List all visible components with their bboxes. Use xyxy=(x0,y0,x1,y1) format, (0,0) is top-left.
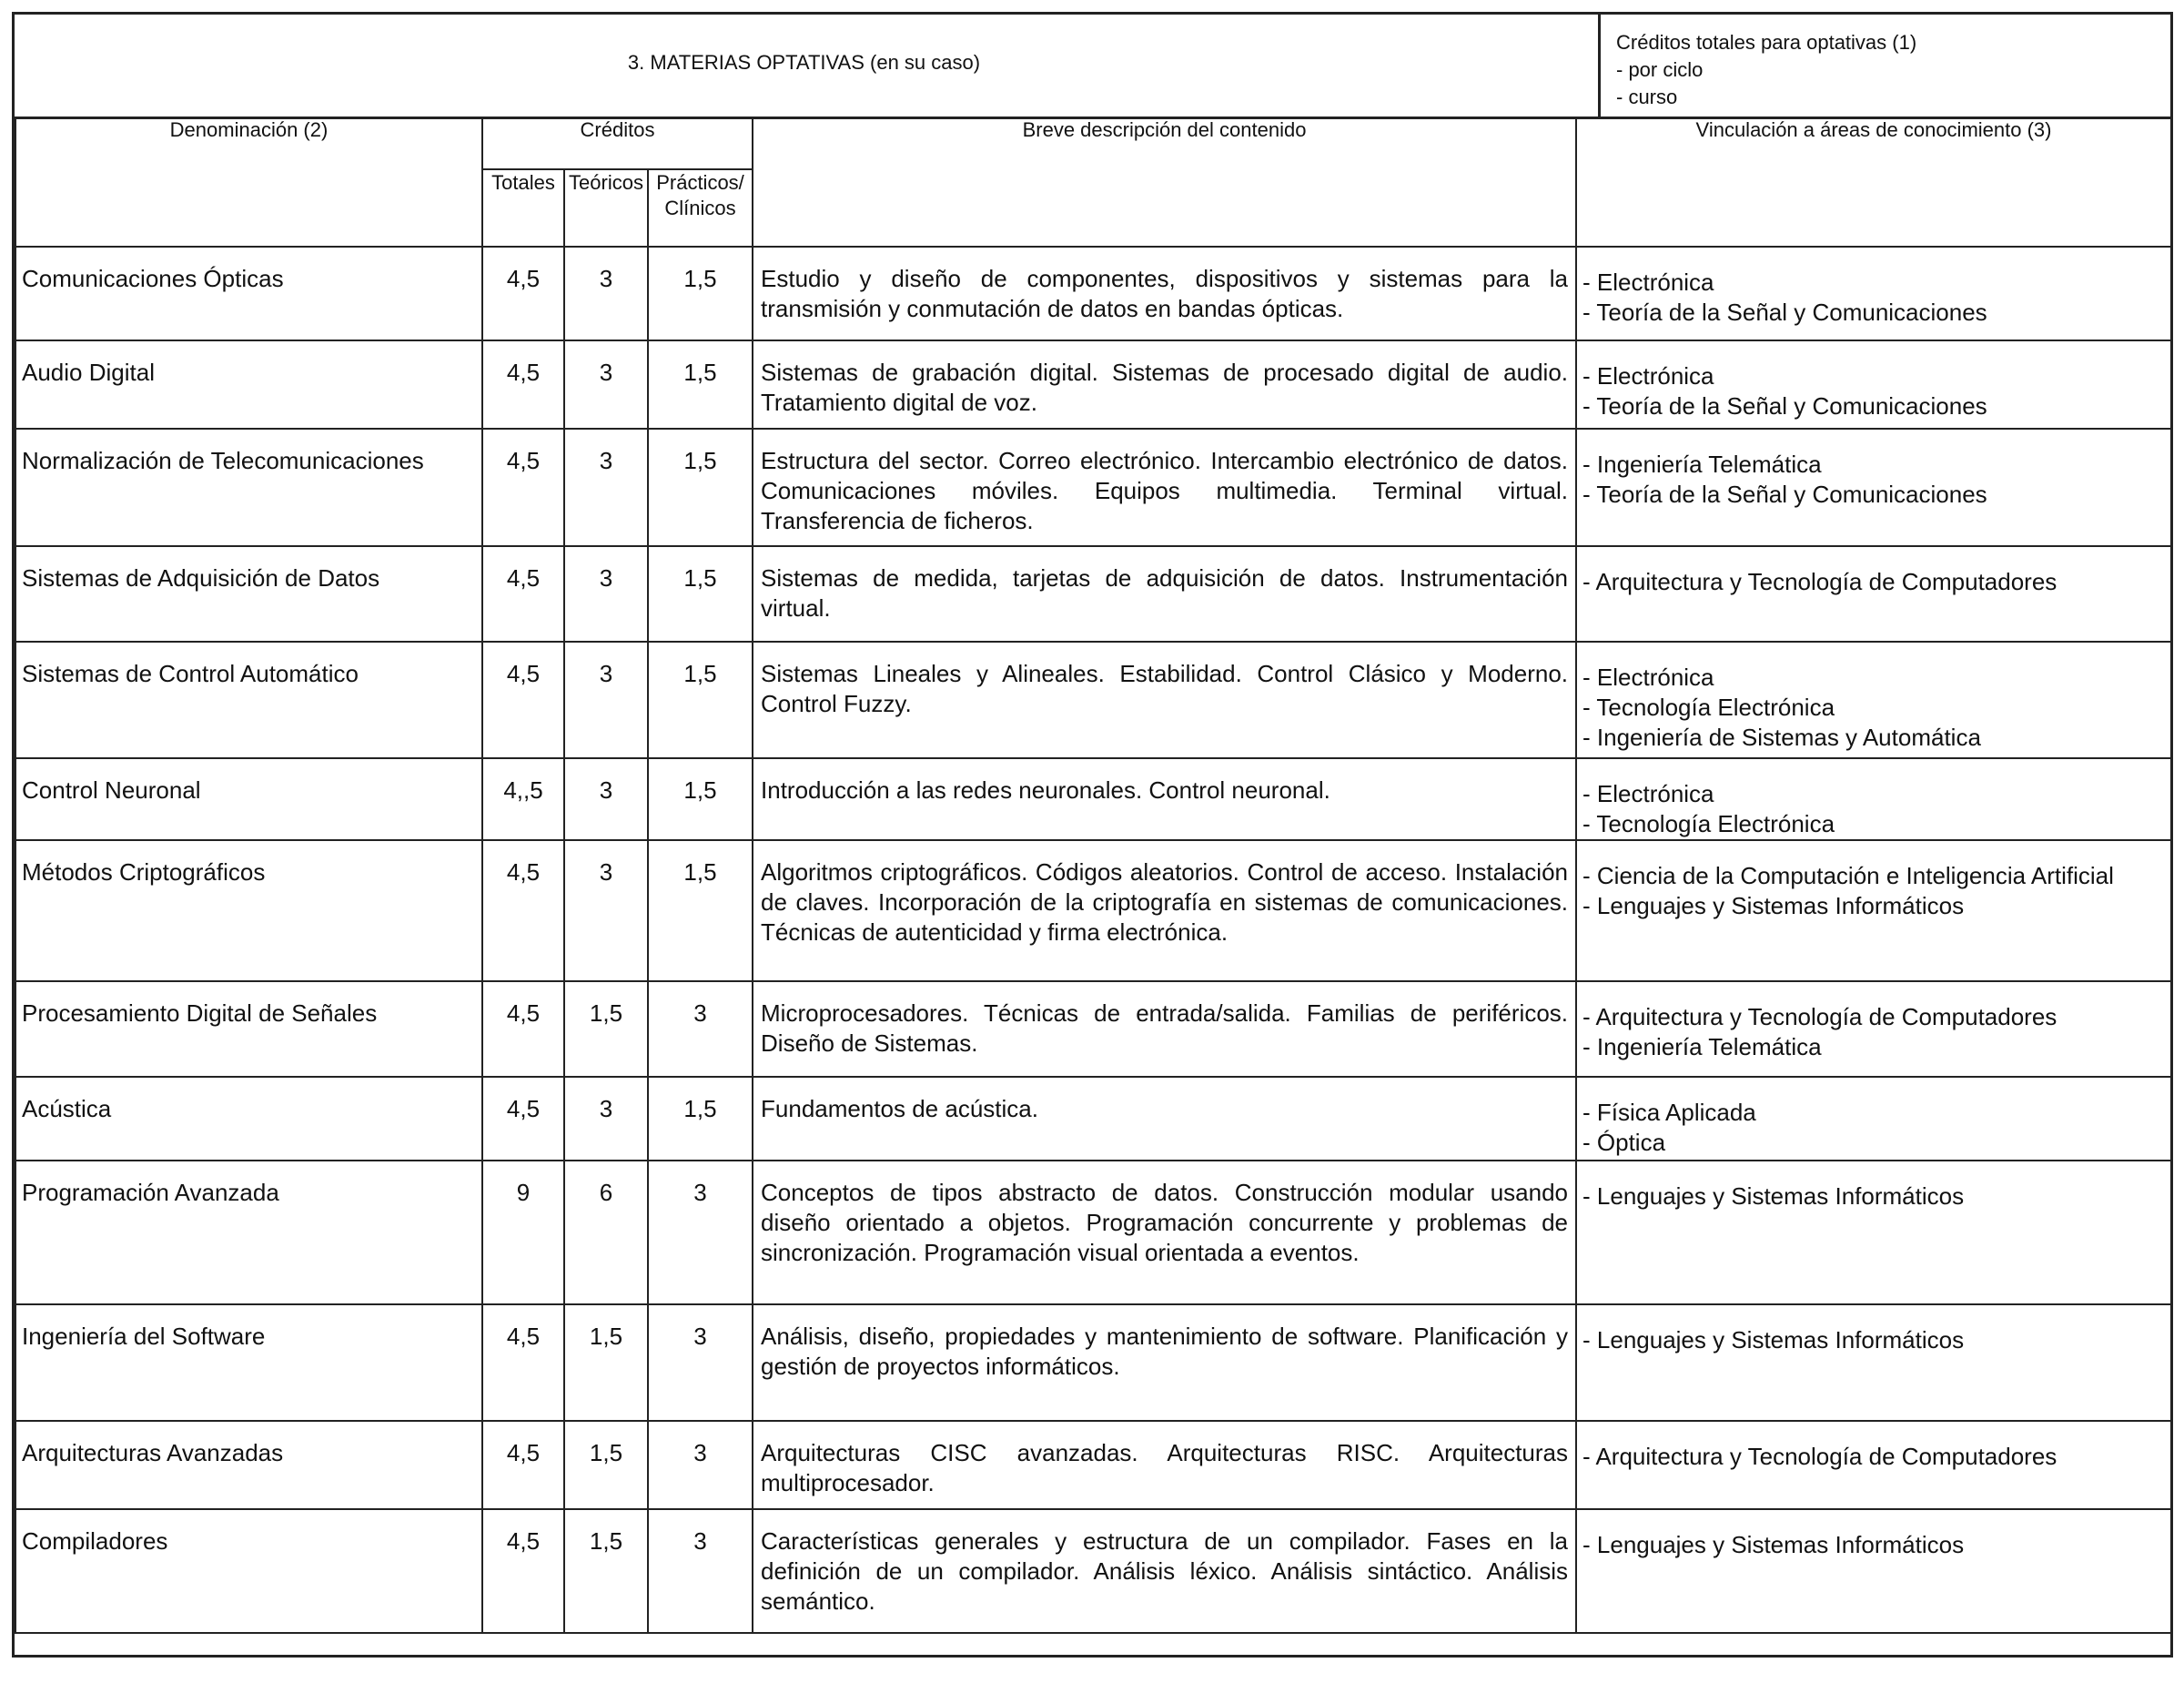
credits-practicos: 1,5 xyxy=(648,1077,753,1161)
knowledge-areas xyxy=(1576,1509,2171,1633)
credits-teoricos: 3 xyxy=(564,758,648,840)
credits-note xyxy=(1616,29,1916,111)
knowledge-area-item: - Ciencia de la Computación e Inteligencia Artificial xyxy=(1582,862,2114,889)
credits-totales: 4,5 xyxy=(482,1421,564,1509)
subject-description: Estudio y diseño de componentes, dispositivos y sistemas para la transmisión y conmutación de datos en bandas ópticas. xyxy=(753,247,1576,340)
subject-name: Comunicaciones Ópticas xyxy=(15,247,482,340)
knowledge-area-item: - Electrónica xyxy=(1582,664,1714,691)
knowledge-area-item: - Ingeniería Telemática xyxy=(1582,451,1822,478)
knowledge-areas xyxy=(1576,429,2171,546)
credits-totales: 4,5 xyxy=(482,642,564,758)
header-creditos: Créditos xyxy=(482,117,753,169)
header-denominacion: Denominación (2) xyxy=(15,117,482,247)
credits-totales: 4,5 xyxy=(482,429,564,546)
knowledge-area-item: - Teoría de la Señal y Comunicaciones xyxy=(1582,299,1987,326)
table-row xyxy=(15,340,2171,429)
credits-totales: 4,,5 xyxy=(482,758,564,840)
knowledge-area-item: - Tecnología Electrónica xyxy=(1582,810,1835,837)
knowledge-area-item: - Lenguajes y Sistemas Informáticos xyxy=(1582,892,1965,919)
subject-description: Sistemas de medida, tarjetas de adquisición de datos. Instrumentación virtual. xyxy=(753,546,1576,642)
subject-description: Sistemas de grabación digital. Sistemas de procesado digital de audio. Tratamiento digital de voz. xyxy=(753,340,1576,429)
credits-practicos: 1,5 xyxy=(648,546,753,642)
knowledge-areas xyxy=(1576,840,2171,981)
subject-name: Programación Avanzada xyxy=(15,1161,482,1304)
title-band xyxy=(15,15,2170,119)
credits-teoricos: 3 xyxy=(564,340,648,429)
credits-note-line: - por ciclo xyxy=(1616,58,1704,81)
knowledge-area-item: - Ingeniería de Sistemas y Automática xyxy=(1582,724,1981,751)
subject-name: Métodos Criptográficos xyxy=(15,840,482,981)
subject-name: Arquitecturas Avanzadas xyxy=(15,1421,482,1509)
credits-totales: 4,5 xyxy=(482,1077,564,1161)
credits-totales: 4,5 xyxy=(482,1304,564,1421)
subject-name: Ingeniería del Software xyxy=(15,1304,482,1421)
subject-name: Sistemas de Adquisición de Datos xyxy=(15,546,482,642)
subject-name: Compiladores xyxy=(15,1509,482,1633)
subject-name: Sistemas de Control Automático xyxy=(15,642,482,758)
table-row xyxy=(15,981,2171,1077)
knowledge-area-item: - Óptica xyxy=(1582,1129,1666,1156)
subject-description: Introducción a las redes neuronales. Control neuronal. xyxy=(753,758,1576,840)
knowledge-areas xyxy=(1576,1421,2171,1509)
subject-description: Conceptos de tipos abstracto de datos. Construcción modular usando diseño orientado a objetos. Programación concurrente y problemas de sincronización. Programación visual orientada a eventos. xyxy=(753,1161,1576,1304)
subject-description: Sistemas Lineales y Alineales. Estabilidad. Control Clásico y Moderno. Control Fuzzy. xyxy=(753,642,1576,758)
credits-totales: 9 xyxy=(482,1161,564,1304)
knowledge-areas xyxy=(1576,1161,2171,1304)
header-practicos xyxy=(648,169,753,247)
header-descripcion: Breve descripción del contenido xyxy=(753,117,1576,247)
table-row xyxy=(15,1304,2171,1421)
header-vinculacion: Vinculación a áreas de conocimiento (3) xyxy=(1576,117,2171,247)
table-row xyxy=(15,1161,2171,1304)
header-totales: Totales xyxy=(482,169,564,247)
credits-totales: 4,5 xyxy=(482,1509,564,1633)
subject-name: Control Neuronal xyxy=(15,758,482,840)
knowledge-area-item: - Tecnología Electrónica xyxy=(1582,694,1835,721)
credits-practicos: 1,5 xyxy=(648,840,753,981)
table-row xyxy=(15,1509,2171,1633)
credits-teoricos: 1,5 xyxy=(564,1509,648,1633)
subject-name: Normalización de Telecomunicaciones xyxy=(15,429,482,546)
table-row xyxy=(15,429,2171,546)
credits-practicos: 3 xyxy=(648,1509,753,1633)
subject-description: Algoritmos criptográficos. Códigos aleatorios. Control de acceso. Instalación de claves. Incorporación de la criptografía en sistemas de comunicaciones. Técnicas de autenticidad y firma electrónica. xyxy=(753,840,1576,981)
knowledge-area-item: - Lenguajes y Sistemas Informáticos xyxy=(1582,1326,1965,1353)
credits-totales: 4,5 xyxy=(482,247,564,340)
credits-teoricos: 3 xyxy=(564,642,648,758)
credits-practicos: 3 xyxy=(648,1304,753,1421)
knowledge-areas xyxy=(1576,247,2171,340)
knowledge-area-item: - Electrónica xyxy=(1582,362,1714,390)
subject-description: Análisis, diseño, propiedades y mantenimiento de software. Planificación y gestión de proyectos informáticos. xyxy=(753,1304,1576,1421)
credits-teoricos: 3 xyxy=(564,1077,648,1161)
header-practicos-line: Clínicos xyxy=(664,197,736,219)
credits-note-line: Créditos totales para optativas (1) xyxy=(1616,31,1917,54)
table-row xyxy=(15,1077,2171,1161)
table-body xyxy=(15,247,2171,1633)
credits-teoricos: 1,5 xyxy=(564,1304,648,1421)
subject-name: Acústica xyxy=(15,1077,482,1161)
credits-teoricos: 1,5 xyxy=(564,981,648,1077)
credits-practicos: 1,5 xyxy=(648,247,753,340)
knowledge-area-item: - Arquitectura y Tecnología de Computadores xyxy=(1582,568,2058,595)
knowledge-area-item: - Electrónica xyxy=(1582,269,1714,296)
credits-practicos: 1,5 xyxy=(648,340,753,429)
knowledge-areas xyxy=(1576,981,2171,1077)
knowledge-areas xyxy=(1576,340,2171,429)
knowledge-area-item: - Física Aplicada xyxy=(1582,1099,1756,1126)
optional-subjects-table xyxy=(15,117,2172,1634)
knowledge-area-item: - Teoría de la Señal y Comunicaciones xyxy=(1582,392,1987,420)
credits-practicos: 1,5 xyxy=(648,758,753,840)
document-frame xyxy=(12,12,2173,1658)
knowledge-areas xyxy=(1576,1304,2171,1421)
credits-practicos: 1,5 xyxy=(648,429,753,546)
header-practicos-line: Prácticos/ xyxy=(656,171,744,194)
credits-totales: 4,5 xyxy=(482,840,564,981)
credits-teoricos: 3 xyxy=(564,247,648,340)
table-row xyxy=(15,247,2171,340)
knowledge-area-item: - Arquitectura y Tecnología de Computadores xyxy=(1582,1003,2058,1030)
knowledge-area-item: - Arquitectura y Tecnología de Computadores xyxy=(1582,1443,2058,1470)
knowledge-area-item: - Ingeniería Telemática xyxy=(1582,1033,1822,1060)
credits-practicos: 1,5 xyxy=(648,642,753,758)
knowledge-areas xyxy=(1576,642,2171,758)
subject-name: Procesamiento Digital de Señales xyxy=(15,981,482,1077)
knowledge-areas xyxy=(1576,758,2171,840)
knowledge-areas xyxy=(1576,546,2171,642)
knowledge-area-item: - Lenguajes y Sistemas Informáticos xyxy=(1582,1182,1965,1210)
subject-description: Fundamentos de acústica. xyxy=(753,1077,1576,1161)
table-row xyxy=(15,642,2171,758)
credits-note-line: - curso xyxy=(1616,86,1678,108)
table-row xyxy=(15,546,2171,642)
credits-practicos: 3 xyxy=(648,1421,753,1509)
credits-teoricos: 6 xyxy=(564,1161,648,1304)
credits-teoricos: 3 xyxy=(564,546,648,642)
subject-description: Arquitecturas CISC avanzadas. Arquitecturas RISC. Arquitecturas multiprocesador. xyxy=(753,1421,1576,1509)
title-divider xyxy=(1598,15,1601,117)
credits-teoricos: 3 xyxy=(564,429,648,546)
knowledge-area-item: - Lenguajes y Sistemas Informáticos xyxy=(1582,1531,1965,1558)
credits-totales: 4,5 xyxy=(482,546,564,642)
subject-description: Estructura del sector. Correo electrónico. Intercambio electrónico de datos. Comunicaciones móviles. Equipos multimedia. Terminal virtual. Transferencia de ficheros. xyxy=(753,429,1576,546)
section-title: 3. MATERIAS OPTATIVAS (en su caso) xyxy=(627,51,981,74)
table-row xyxy=(15,840,2171,981)
knowledge-area-item: - Teoría de la Señal y Comunicaciones xyxy=(1582,481,1987,508)
knowledge-areas xyxy=(1576,1077,2171,1161)
credits-practicos: 3 xyxy=(648,1161,753,1304)
header-teoricos: Teóricos xyxy=(564,169,648,247)
table-row xyxy=(15,758,2171,840)
table-row xyxy=(15,1421,2171,1509)
subject-description: Características generales y estructura de un compilador. Fases en la definición de un compilador. Análisis léxico. Análisis sintáctico. Análisis semántico. xyxy=(753,1509,1576,1633)
credits-teoricos: 3 xyxy=(564,840,648,981)
credits-practicos: 3 xyxy=(648,981,753,1077)
knowledge-area-item: - Electrónica xyxy=(1582,780,1714,807)
subject-description: Microprocesadores. Técnicas de entrada/salida. Familias de periféricos. Diseño de Sistemas. xyxy=(753,981,1576,1077)
credits-teoricos: 1,5 xyxy=(564,1421,648,1509)
subject-name: Audio Digital xyxy=(15,340,482,429)
credits-totales: 4,5 xyxy=(482,340,564,429)
credits-totales: 4,5 xyxy=(482,981,564,1077)
